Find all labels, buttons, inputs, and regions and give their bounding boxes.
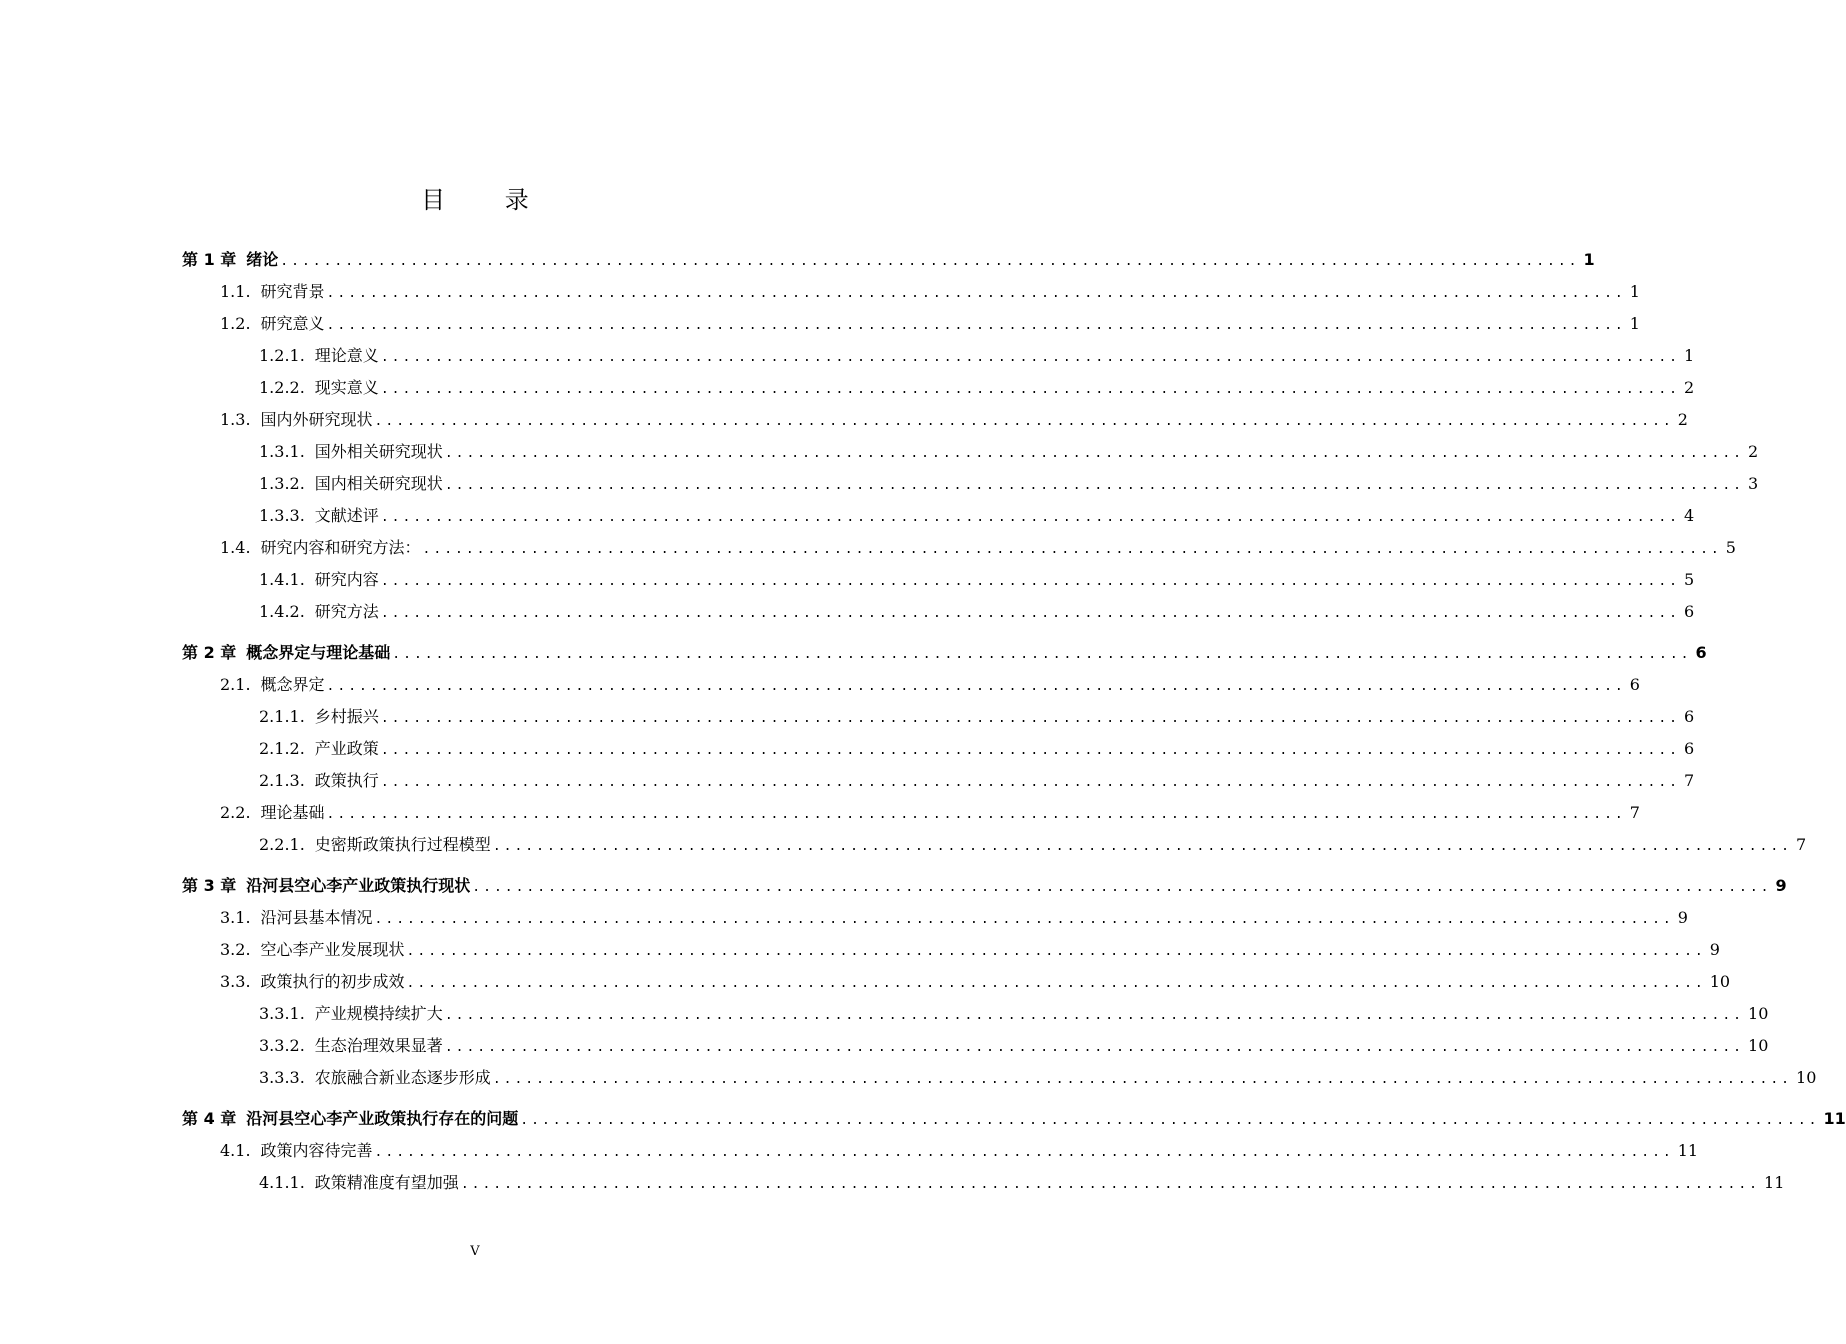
toc-entry-page: 6 [1684,602,1695,621]
toc-dot-leader: ........................................................................................................................ [492,1072,1793,1087]
toc-entry-title: 国外相关研究现状 [314,442,443,461]
toc-section-entry[interactable] [0,376,1695,400]
toc-section-entry[interactable] [0,600,1695,624]
toc-dot-leader: ........................................................................................................................ [380,743,1681,758]
toc-entry-number: 3.3.3. [259,1068,305,1087]
toc-chapter-entry[interactable] [0,641,1707,665]
toc-entry-number: 4.1.1. [259,1173,305,1192]
toc-section-entry[interactable] [0,344,1695,368]
toc-section-entry[interactable] [0,1139,1699,1163]
toc-section-entry[interactable] [0,1002,1769,1026]
toc-dot-leader: ........................................................................................................................ [374,912,1674,927]
toc-chapter-entry[interactable] [0,1107,1846,1131]
toc-dot-leader: ........................................................................................................................ [422,542,1722,557]
toc-entry-number: 1.4.1. [259,570,305,589]
toc-dot-leader: ........................................................................................................................ [444,478,1745,493]
toc-section-entry[interactable] [0,938,1720,962]
toc-dot-leader: ........................................................................................................................ [406,976,1706,991]
toc-section-entry[interactable] [0,504,1695,528]
toc-section-entry[interactable] [0,1034,1769,1058]
toc-entry-page: 10 [1709,972,1731,991]
toc-entry-page: 10 [1748,1004,1769,1023]
toc-entry-page: 6 [1629,675,1640,694]
toc-entry-title: 研究内容和研究方法： [260,538,421,557]
toc-section-entry[interactable] [0,536,1736,560]
toc-dot-leader: ........................................................................................................................ [380,350,1681,365]
toc-entry-title: 乡村振兴 [314,707,379,726]
toc-entry-number: 2.1. [220,675,251,694]
toc-entry-title: 研究内容 [314,570,379,589]
toc-entry-page: 11 [1677,1141,1699,1160]
toc-dot-leader: ........................................................................................................................ [374,1145,1674,1160]
toc-section-entry[interactable] [0,673,1640,697]
toc-entry-page: 10 [1748,1036,1769,1055]
toc-entry-number: 2.2. [220,803,251,822]
toc-entry-number: 第 1 章 [182,250,237,269]
toc-entry-number: 第 4 章 [182,1109,237,1128]
toc-section-entry[interactable] [0,472,1759,496]
toc-entry-number: 1.3.2. [259,474,305,493]
toc-section-entry[interactable] [0,408,1688,432]
toc-entry-page: 1 [1583,250,1595,269]
toc-entry-page: 7 [1629,803,1640,822]
toc-dot-leader: ........................................................................................................................ [374,414,1674,429]
toc-entry-title: 生态治理效果显著 [314,1036,443,1055]
toc-entry-page: 6 [1684,707,1695,726]
toc-entry-title: 理论意义 [314,346,379,365]
toc-dot-leader: ........................................................................................................................ [326,286,1626,301]
toc-dot-leader: ........................................................................................................................ [326,807,1626,822]
toc-section-entry[interactable] [0,833,1807,857]
toc-entry-title: 研究意义 [260,314,325,333]
toc-section-entry[interactable] [0,280,1640,304]
toc-section-entry[interactable] [0,737,1695,761]
toc-section-entry[interactable] [0,1171,1785,1195]
toc-dot-leader: ........................................................................................................................ [392,647,1692,662]
toc-entry-number: 第 3 章 [182,876,237,895]
toc-dot-leader: ........................................................................................................................ [380,574,1681,589]
toc-entry-title: 文献述评 [314,506,379,525]
toc-dot-leader: ........................................................................................................................ [492,839,1793,854]
toc-entry-title: 沿河县空心李产业政策执行现状 [246,876,471,895]
toc-entry-page: 9 [1709,940,1720,959]
toc-entry-number: 1.3. [220,410,251,429]
toc-entry-page: 1 [1629,314,1640,333]
toc-dot-leader: ........................................................................................................................ [380,606,1681,621]
toc-dot-leader: ........................................................................................................................ [380,382,1681,397]
toc-entry-page: 7 [1684,771,1695,790]
toc-entry-number: 1.3.3. [259,506,305,525]
toc-entry-page: 11 [1823,1109,1846,1128]
page-title: 目 录 [421,186,555,214]
toc-entry-page: 1 [1684,346,1695,365]
toc-entry-title: 产业规模持续扩大 [314,1004,443,1023]
toc-dot-leader: ........................................................................................................................ [472,880,1772,895]
toc-entry-page: 7 [1796,835,1807,854]
toc-entry-title: 政策内容待完善 [260,1141,373,1160]
toc-entry-page: 4 [1684,506,1695,525]
toc-entry-page: 9 [1677,908,1688,927]
toc-entry-title: 概念界定 [260,675,325,694]
toc-dot-leader: ........................................................................................................................ [326,318,1626,333]
toc-entry-number: 1.2. [220,314,251,333]
toc-entry-page: 2 [1748,442,1759,461]
toc-dot-leader: ........................................................................................................................ [520,1113,1820,1128]
toc-entry-number: 1.3.1. [259,442,305,461]
toc-entry-title: 国内相关研究现状 [314,474,443,493]
toc-section-entry[interactable] [0,440,1759,464]
toc-entry-number: 1.2.1. [259,346,305,365]
toc-entry-page: 10 [1796,1068,1817,1087]
toc-entry-title: 现实意义 [314,378,379,397]
toc-entry-page: 3 [1748,474,1759,493]
toc-entry-title: 研究背景 [260,282,325,301]
toc-entry-number: 4.1. [220,1141,251,1160]
toc-entry-page: 9 [1775,876,1787,895]
toc-entry-title: 政策执行 [314,771,379,790]
toc-entry-page: 6 [1695,643,1707,662]
toc-entry-number: 3.3. [220,972,251,991]
toc-dot-leader: ........................................................................................................................ [380,711,1681,726]
toc-entry-number: 2.1.2. [259,739,305,758]
toc-section-entry[interactable] [0,970,1731,994]
toc-entry-page: 5 [1725,538,1736,557]
toc-section-entry[interactable] [0,801,1640,825]
toc-dot-leader: ........................................................................................................................ [444,1040,1745,1055]
toc-entry-number: 3.2. [220,940,251,959]
toc-section-entry[interactable] [0,906,1688,930]
toc-entry-number: 1.2.2. [259,378,305,397]
toc-dot-leader: ........................................................................................................................ [380,510,1681,525]
toc-entry-number: 3.3.2. [259,1036,305,1055]
toc-dot-leader: ........................................................................................................................ [460,1177,1761,1192]
toc-section-entry[interactable] [0,312,1640,336]
toc-entry-number: 1.4.2. [259,602,305,621]
toc-entry-title: 空心李产业发展现状 [260,940,405,959]
toc-dot-leader: ........................................................................................................................ [326,679,1626,694]
toc-chapter-entry[interactable] [0,874,1787,898]
toc-entry-number: 3.3.1. [259,1004,305,1023]
toc-entry-title: 农旅融合新业态逐步形成 [314,1068,491,1087]
toc-entry-page: 2 [1684,378,1695,397]
toc-entry-title: 概念界定与理论基础 [246,643,391,662]
toc-entry-number: 2.1.1. [259,707,305,726]
toc-section-entry[interactable] [0,769,1695,793]
toc-dot-leader: ........................................................................................................................ [406,944,1706,959]
toc-entry-number: 2.1.3. [259,771,305,790]
toc-entry-page: 1 [1629,282,1640,301]
toc-entry-page: 5 [1684,570,1695,589]
toc-entry-number: 1.1. [220,282,251,301]
toc-entry-page: 6 [1684,739,1695,758]
toc-entry-number: 3.1. [220,908,251,927]
toc-entry-number: 2.2.1. [259,835,305,854]
toc-entry-number: 第 2 章 [182,643,237,662]
toc-chapter-entry[interactable] [0,248,1595,272]
toc-entry-title: 沿河县空心李产业政策执行存在的问题 [246,1109,519,1128]
toc-entry-title: 理论基础 [260,803,325,822]
toc-entry-title: 产业政策 [314,739,379,758]
toc-section-entry[interactable] [0,705,1695,729]
toc-entry-title: 政策精准度有望加强 [314,1173,459,1192]
toc-dot-leader: ........................................................................................................................ [444,446,1745,461]
toc-entry-title: 国内外研究现状 [260,410,373,429]
toc-section-entry[interactable] [0,568,1695,592]
toc-entry-title: 绪论 [246,250,279,269]
toc-dot-leader: ........................................................................................................................ [280,254,1580,269]
toc-dot-leader: ........................................................................................................................ [444,1008,1745,1023]
page-number: V [470,1244,480,1259]
toc-entry-title: 研究方法 [314,602,379,621]
toc-entry-title: 政策执行的初步成效 [260,972,405,991]
toc-section-entry[interactable] [0,1066,1817,1090]
toc-entry-page: 2 [1677,410,1688,429]
toc-entry-number: 1.4. [220,538,251,557]
toc-dot-leader: ........................................................................................................................ [380,775,1681,790]
toc-entry-title: 史密斯政策执行过程模型 [314,835,491,854]
toc-entry-page: 11 [1764,1173,1785,1192]
toc-entry-title: 沿河县基本情况 [260,908,373,927]
